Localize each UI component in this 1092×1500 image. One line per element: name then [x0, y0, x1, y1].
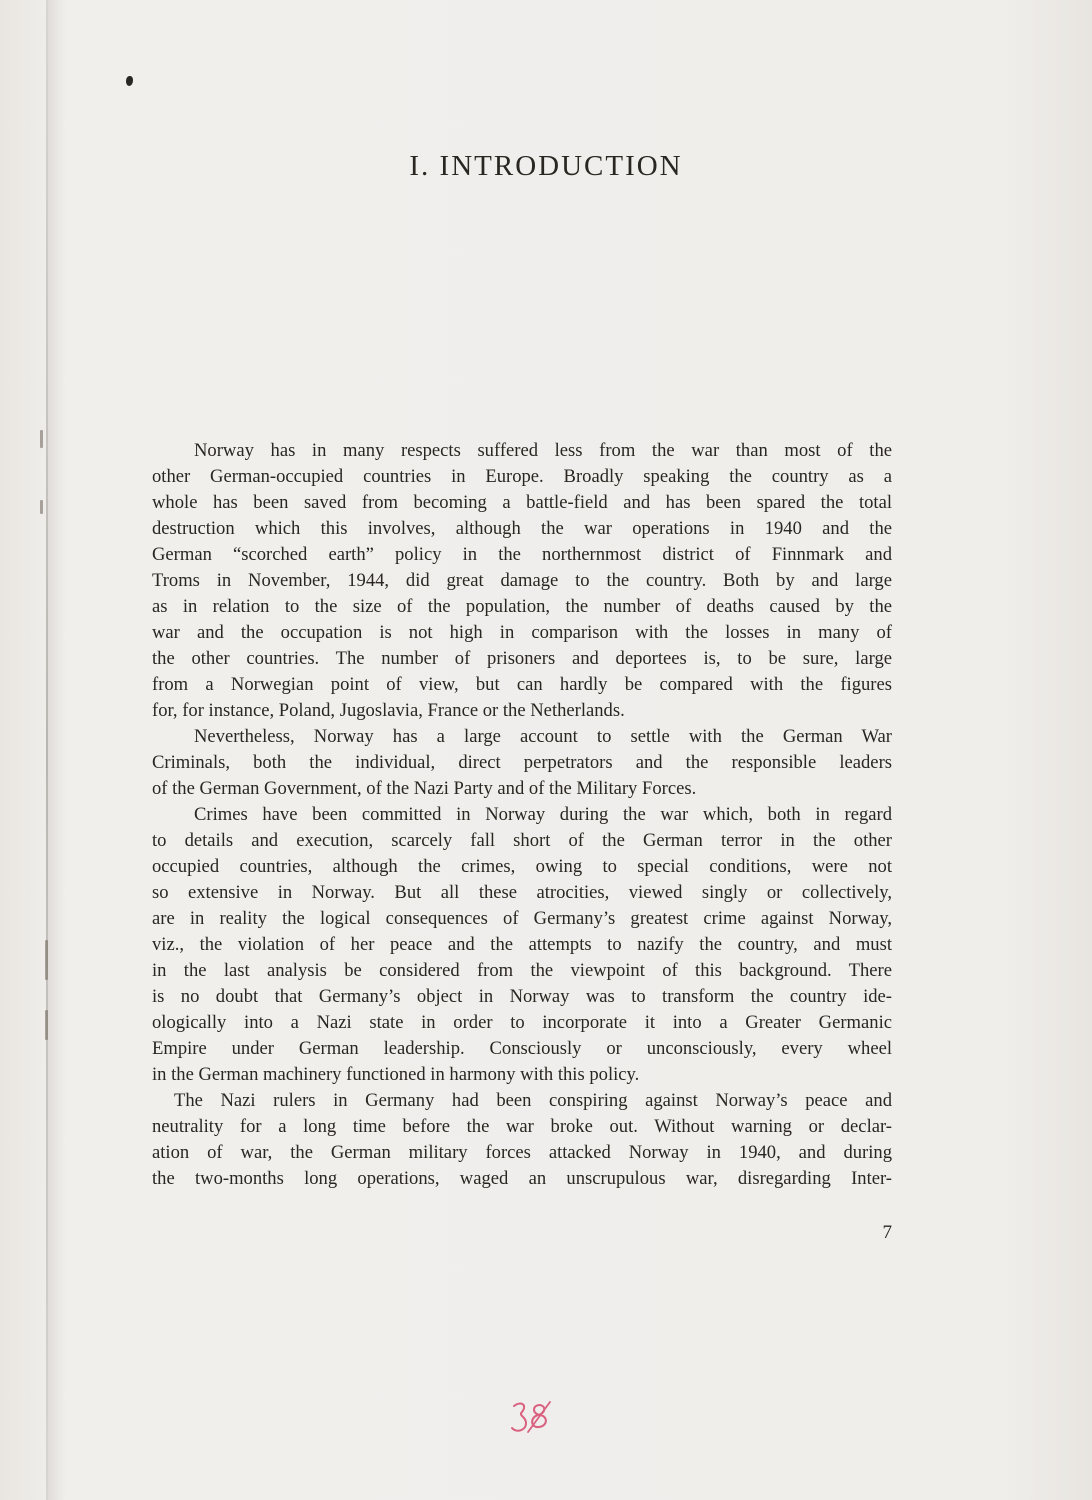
text-line: for, for instance, Poland, Jugoslavia, France or the Netherlands.: [152, 700, 625, 721]
text-line: to details and execution, scarcely fall short of the German terror in the other: [152, 830, 892, 851]
paragraph: [152, 802, 892, 1088]
body-text: [152, 438, 892, 1192]
text-line: of the German Government, of the Nazi Party and of the Military Forces.: [152, 778, 697, 799]
text-line: as in relation to the size of the population, the number of deaths caused by the: [152, 596, 892, 617]
margin-mark: [40, 430, 43, 448]
text-line: in the last analysis be considered from the viewpoint of this background. There: [152, 960, 892, 981]
text-line: destruction which this involves, although the war operations in 1940 and the: [152, 518, 892, 539]
text-line: occupied countries, although the crimes, owing to special conditions, were not: [152, 856, 892, 877]
text-line: German “scorched earth” policy in the northernmost district of Finnmark and: [152, 544, 892, 565]
text-line: Criminals, both the individual, direct perpetrators and the responsible leaders: [152, 752, 892, 773]
page-number: 7: [882, 1222, 892, 1243]
text-line: Crimes have been committed in Norway during the war which, both in regard: [194, 804, 892, 825]
text-line: is no doubt that Germany’s object in Norway was to transform the country ide-: [152, 986, 892, 1007]
binding-fold-shadow: [48, 0, 66, 1500]
paragraph: [152, 724, 892, 802]
text-line: are in reality the logical consequences of Germany’s greatest crime against Norway,: [152, 908, 892, 929]
text-line: in the German machinery functioned in harmony with this policy.: [152, 1064, 640, 1085]
text-line: Empire under German leadership. Consciously or unconsciously, every wheel: [152, 1038, 892, 1059]
margin-mark: [45, 1010, 48, 1040]
text-line: viz., the violation of her peace and the attempts to nazify the country, and must: [152, 934, 892, 955]
text-line: war and the occupation is not high in comparison with the losses in many of: [152, 622, 892, 643]
text-line: The Nazi rulers in Germany had been conspiring against Norway’s peace and: [174, 1090, 892, 1111]
text-line: ologically into a Nazi state in order to incorporate it into a Greater Germanic: [152, 1012, 892, 1033]
text-line: Norway has in many respects suffered less from the war than most of the: [194, 440, 892, 461]
text-line: Nevertheless, Norway has a large account to settle with the German War: [194, 726, 892, 747]
text-line: Troms in November, 1944, did great damage to the country. Both by and large: [152, 570, 892, 591]
text-line: neutrality for a long time before the war broke out. Without warning or declar-: [152, 1116, 892, 1137]
paragraph: [152, 438, 892, 724]
text-line: the two-months long operations, waged an unscrupulous war, disregarding Inter-: [152, 1168, 892, 1189]
text-line: ation of war, the German military forces attacked Norway in 1940, and during: [152, 1142, 892, 1163]
text-line: other German-occupied countries in Europe. Broadly speaking the country as a: [152, 466, 892, 487]
page-title: I. INTRODUCTION: [409, 150, 683, 182]
margin-mark: [45, 940, 48, 980]
paragraph: [152, 1088, 892, 1192]
text-line: from a Norwegian point of view, but can hardly be compared with the figures: [152, 674, 892, 695]
text-line: whole has been saved from becoming a battle-field and has been spared the total: [152, 492, 892, 513]
text-line: so extensive in Norway. But all these atrocities, viewed singly or collectively,: [152, 882, 892, 903]
text-line: the other countries. The number of prisoners and deportees is, to be sure, large: [152, 648, 892, 669]
margin-mark: [40, 500, 43, 514]
handwritten-archive-number: [500, 1396, 560, 1440]
